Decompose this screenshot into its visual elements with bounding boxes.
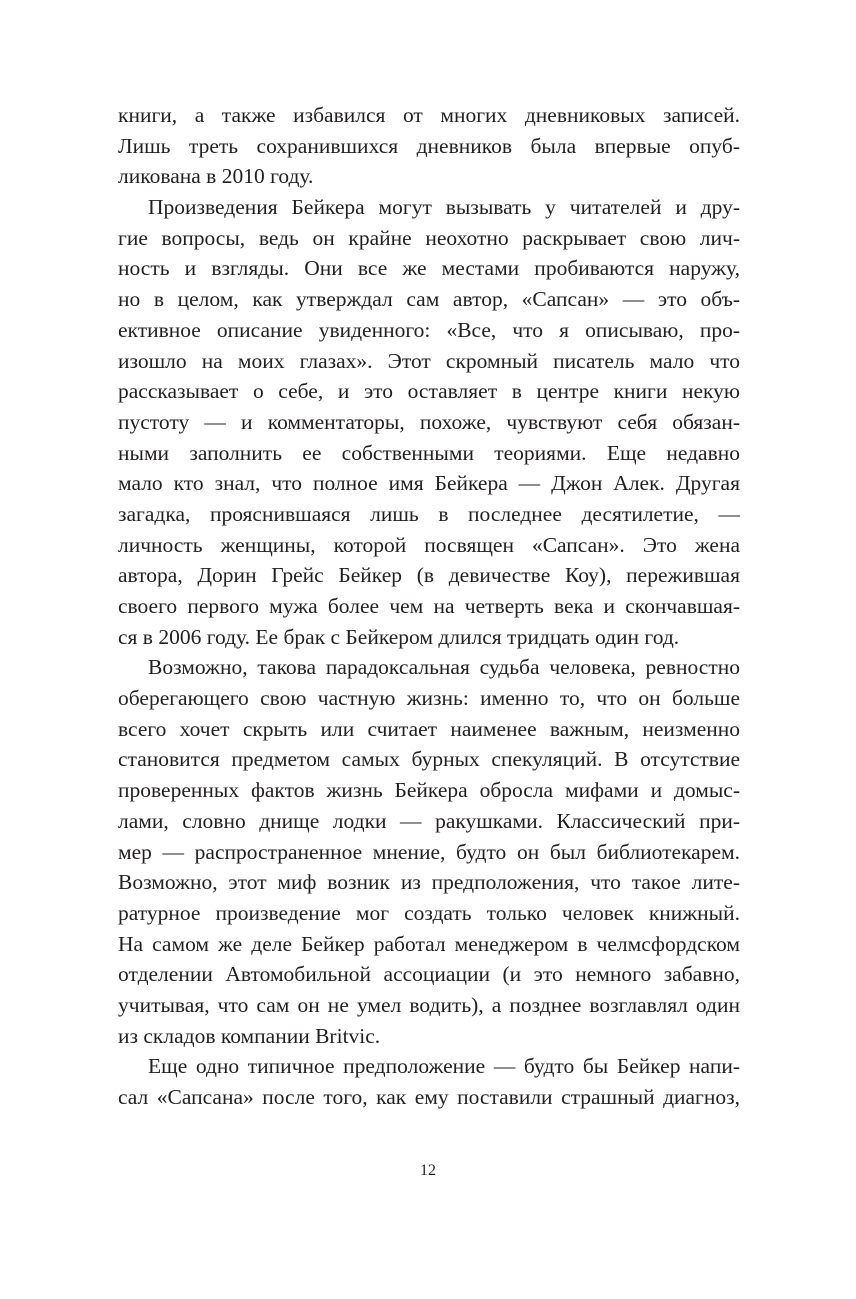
paragraph-3 bbox=[118, 652, 740, 1051]
text-line: рассказывает о себе, и это оставляет в центре книги некую bbox=[118, 379, 740, 404]
text-line: Возможно, такова парадоксальная судьба человека, ревностно bbox=[148, 655, 740, 680]
text-line: изошло на моих глазах». Этот скромный писатель мало что bbox=[118, 348, 740, 373]
text-line: своего первого мужа более чем на четверть века и скончавшая- bbox=[118, 594, 740, 618]
text-line: но в целом, как утверждал сам автор, «Сапсан» — это объ- bbox=[118, 287, 740, 312]
text-line: оберегающего свою частную жизнь: именно то, что он больше bbox=[118, 686, 740, 711]
text-line: ликована в 2010 году. bbox=[118, 164, 314, 189]
text-line: ность и взгляды. Они все же местами пробиваются наружу, bbox=[118, 256, 740, 281]
text-line: лами, словно днище лодки — ракушками. Классический при- bbox=[118, 808, 740, 833]
paragraph-4 bbox=[118, 1051, 740, 1112]
text-line: Возможно, этот миф возник из предположения, что такое лите- bbox=[118, 870, 740, 895]
text-line: всего хочет скрыть или считает наименее важным, неизменно bbox=[118, 716, 740, 741]
text-line: книги, а также избавился от многих дневниковых записей. bbox=[118, 103, 740, 127]
body-text bbox=[118, 100, 740, 1113]
text-line: На самом же деле Бейкер работал менеджером в челмсфордском bbox=[118, 931, 740, 956]
text-line: Произведения Бейкера могут вызывать у читателей и дру- bbox=[148, 195, 740, 220]
text-line: мер — распространенное мнение, будто он был библиотекарем. bbox=[118, 839, 740, 864]
text-line: загадка, прояснившаяся лишь в последнее десятилетие, — bbox=[118, 501, 740, 526]
paragraph-2 bbox=[118, 192, 740, 652]
text-line: из складов компании Britvic. bbox=[118, 1023, 381, 1048]
text-line: гие вопросы, ведь он крайне неохотно раскрывает свою лич- bbox=[118, 225, 740, 250]
text-line: пустоту — и комментаторы, похоже, чувствуют себя обязан- bbox=[118, 409, 740, 434]
text-line: ными заполнить ее собственными теориями. Еще недавно bbox=[118, 440, 740, 465]
text-line: ратурное произведение мог создать только человек книжный. bbox=[118, 900, 740, 925]
text-line: автора, Дорин Грейс Бейкер (в девичестве Коу), пережившая bbox=[118, 563, 740, 588]
page-number: 12 bbox=[420, 1162, 436, 1179]
text-line: ся в 2006 году. Ее брак с Бейкером длился тридцать один год. bbox=[118, 624, 680, 649]
text-line: личность женщины, которой посвящен «Сапсан». Это жена bbox=[118, 532, 740, 557]
text-line: проверенных фактов жизнь Бейкера обросла мифами и домыс- bbox=[118, 778, 740, 803]
paragraph-1 bbox=[118, 100, 740, 192]
text-line: становится предметом самых бурных спекуляций. В отсутствие bbox=[118, 747, 740, 772]
text-line: Еще одно типичное предположение — будто бы Бейкер напи- bbox=[148, 1054, 740, 1079]
text-line: мало кто знал, что полное имя Бейкера — Джон Алек. Другая bbox=[118, 471, 740, 496]
text-line: учитывая, что сам он не умел водить), а позднее возглавлял один bbox=[118, 992, 740, 1017]
text-line: ективное описание увиденного: «Все, что я описываю, про- bbox=[118, 317, 740, 342]
text-line: сал «Сапсана» после того, как ему поставили страшный диагноз, bbox=[118, 1085, 740, 1109]
text-line: отделении Автомобильной ассоциации (и это немного забавно, bbox=[118, 962, 740, 987]
text-line: Лишь треть сохранившихся дневников была впервые опуб- bbox=[118, 133, 740, 158]
